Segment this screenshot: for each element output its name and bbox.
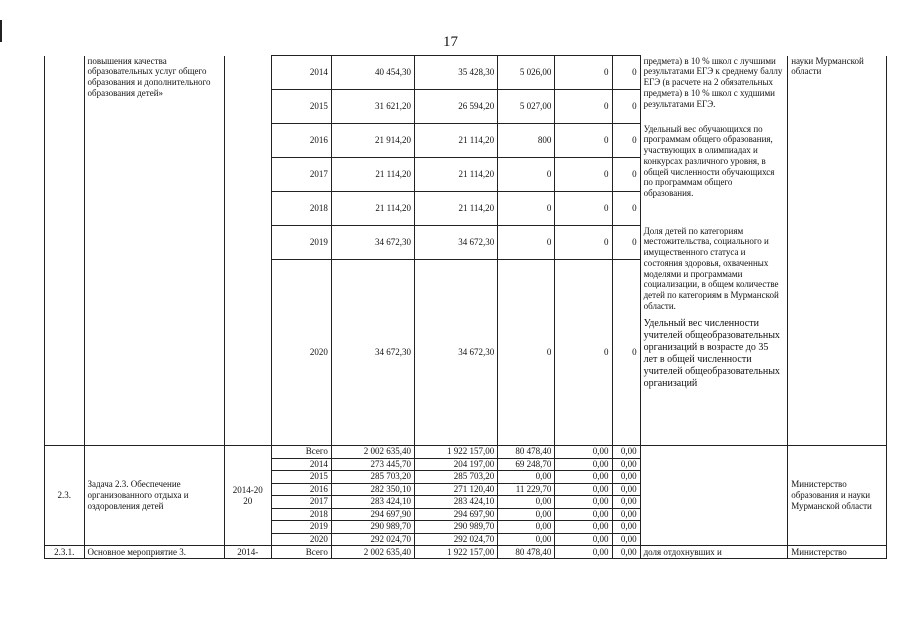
indicator-cell	[640, 226, 788, 446]
fed-cell: 1 922 157,00	[415, 546, 498, 559]
mun-cell: 0,00	[555, 546, 612, 559]
mun-cell: 0,00	[555, 458, 612, 471]
year-cell: 2016	[271, 483, 331, 496]
other-cell: 0,00	[612, 483, 640, 496]
task-name: повышения качества образовательных услуг общего образования и дополнительного образования детей»	[84, 56, 224, 446]
period-text: 2014-2020	[232, 484, 263, 506]
other-cell: 0,00	[612, 521, 640, 534]
reg-cell: 0,00	[498, 471, 555, 484]
mun-cell: 0	[555, 192, 612, 226]
fed-cell: 292 024,70	[415, 533, 498, 546]
task-name: Задача 2.3. Обеспечение организованного отдыха и оздоровления детей	[84, 446, 224, 546]
other-cell: 0,00	[612, 508, 640, 521]
mun-cell: 0,00	[555, 446, 612, 459]
total-cell: 21 914,20	[331, 124, 414, 158]
reg-cell: 11 229,70	[498, 483, 555, 496]
mun-cell: 0,00	[555, 508, 612, 521]
reg-cell: 0	[498, 260, 555, 446]
reg-cell: 0,00	[498, 496, 555, 509]
year-cell: Всего	[271, 546, 331, 559]
mun-cell: 0,00	[555, 521, 612, 534]
total-cell: 294 697,90	[331, 508, 414, 521]
fed-cell: 34 672,30	[415, 226, 498, 260]
year-cell: 2020	[271, 260, 331, 446]
num-cell	[45, 56, 85, 446]
total-cell: 282 350,10	[331, 483, 414, 496]
reg-cell: 0,00	[498, 533, 555, 546]
mun-cell: 0,00	[555, 471, 612, 484]
fed-cell: 21 114,20	[415, 158, 498, 192]
mun-cell: 0	[555, 260, 612, 446]
indicator-text: Удельный вес обучающихся по программам общего образования, участвующих в олимпиадах и конкурсах различного уровня, в общей численности обучающихся по программам общего образования.	[640, 124, 788, 226]
indicator-cell	[640, 446, 788, 546]
fed-cell: 35 428,30	[415, 56, 498, 90]
total-cell: 21 114,20	[331, 158, 414, 192]
fed-cell: 290 989,70	[415, 521, 498, 534]
reg-cell: 0,00	[498, 521, 555, 534]
mun-cell: 0	[555, 226, 612, 260]
total-cell: 285 703,20	[331, 471, 414, 484]
executor-text: науки Мурманской области	[788, 56, 887, 446]
mun-cell: 0,00	[555, 483, 612, 496]
task-name: Основное мероприятие 3.	[84, 546, 224, 559]
indicator-text: доля отдохнувших и	[640, 546, 788, 559]
total-cell: 292 024,70	[331, 533, 414, 546]
mun-cell: 0	[555, 124, 612, 158]
mun-cell: 0	[555, 56, 612, 90]
other-cell: 0	[612, 158, 640, 192]
reg-cell: 0,00	[498, 508, 555, 521]
reg-cell: 5 027,00	[498, 90, 555, 124]
executor-text: Министерство	[788, 546, 887, 559]
table-row	[45, 56, 887, 90]
reg-cell: 800	[498, 124, 555, 158]
fed-cell: 271 120,40	[415, 483, 498, 496]
period-cell	[224, 56, 271, 446]
total-cell: 40 454,30	[331, 56, 414, 90]
reg-cell: 0	[498, 192, 555, 226]
year-cell: 2019	[271, 521, 331, 534]
program-table	[44, 55, 887, 559]
year-cell: 2014	[271, 458, 331, 471]
num-cell: 2.3.	[45, 446, 85, 546]
year-cell: 2017	[271, 158, 331, 192]
fed-cell: 21 114,20	[415, 124, 498, 158]
year-cell: 2019	[271, 226, 331, 260]
total-cell: 2 002 635,40	[331, 446, 414, 459]
other-cell: 0,00	[612, 496, 640, 509]
executor-text: Министерство образования и науки Мурманской области	[788, 446, 887, 546]
year-cell: 2018	[271, 508, 331, 521]
page-number: 17	[443, 34, 458, 50]
year-cell: 2016	[271, 124, 331, 158]
other-cell: 0,00	[612, 446, 640, 459]
indicator-text: предмета) в 10 % школ с лучшими результатами ЕГЭ к среднему баллу ЕГЭ (в расчете на 2 обязательных предмета) в 10 % школ с худшими результатами ЕГЭ.	[640, 56, 788, 124]
year-cell: 2015	[271, 90, 331, 124]
indicator-text: Доля детей по категориям местожительства, социального и имущественного статуса и состояния здоровья, охваченных моделями и программами социализации, в общем количестве детей по категориям в Мурманской области.	[643, 225, 779, 312]
mun-cell: 0	[555, 158, 612, 192]
fed-cell: 21 114,20	[415, 192, 498, 226]
fed-cell: 294 697,90	[415, 508, 498, 521]
total-cell: 273 445,70	[331, 458, 414, 471]
reg-cell: 0	[498, 158, 555, 192]
reg-cell: 0	[498, 226, 555, 260]
mun-cell: 0,00	[555, 496, 612, 509]
mun-cell: 0	[555, 90, 612, 124]
year-cell: 2014	[271, 56, 331, 90]
other-cell: 0,00	[612, 471, 640, 484]
num-cell: 2.3.1.	[45, 546, 85, 559]
total-cell: 31 621,20	[331, 90, 414, 124]
fed-cell: 26 594,20	[415, 90, 498, 124]
year-cell: 2017	[271, 496, 331, 509]
other-cell: 0	[612, 124, 640, 158]
reg-cell: 69 248,70	[498, 458, 555, 471]
reg-cell: 80 478,40	[498, 446, 555, 459]
other-cell: 0,00	[612, 546, 640, 559]
period-cell: 2014-	[224, 546, 271, 559]
year-cell: 2018	[271, 192, 331, 226]
total-cell: 34 672,30	[331, 226, 414, 260]
other-cell: 0,00	[612, 458, 640, 471]
year-cell: 2015	[271, 471, 331, 484]
total-cell: 21 114,20	[331, 192, 414, 226]
other-cell: 0,00	[612, 533, 640, 546]
total-cell: 290 989,70	[331, 521, 414, 534]
fed-cell: 34 672,30	[415, 260, 498, 446]
other-cell: 0	[612, 226, 640, 260]
margin-mark	[0, 20, 2, 42]
other-cell: 0	[612, 90, 640, 124]
fed-cell: 283 424,10	[415, 496, 498, 509]
year-cell: 2020	[271, 533, 331, 546]
fed-cell: 1 922 157,00	[415, 446, 498, 459]
reg-cell: 80 478,40	[498, 546, 555, 559]
table-row	[45, 546, 887, 559]
total-cell: 34 672,30	[331, 260, 414, 446]
other-cell: 0	[612, 192, 640, 226]
mun-cell: 0,00	[555, 533, 612, 546]
year-cell: Всего	[271, 446, 331, 459]
total-cell: 2 002 635,40	[331, 546, 414, 559]
table-row	[45, 446, 887, 459]
other-cell: 0	[612, 260, 640, 446]
reg-cell: 5 026,00	[498, 56, 555, 90]
fed-cell: 204 197,00	[415, 458, 498, 471]
total-cell: 283 424,10	[331, 496, 414, 509]
indicator-text: Удельный вес численности учителей общеобразовательных организаций в возрасте до 35 лет в общей численности учителей общеобразовательных организаций	[643, 317, 780, 389]
other-cell: 0	[612, 56, 640, 90]
period-cell	[224, 446, 271, 546]
fed-cell: 285 703,20	[415, 471, 498, 484]
